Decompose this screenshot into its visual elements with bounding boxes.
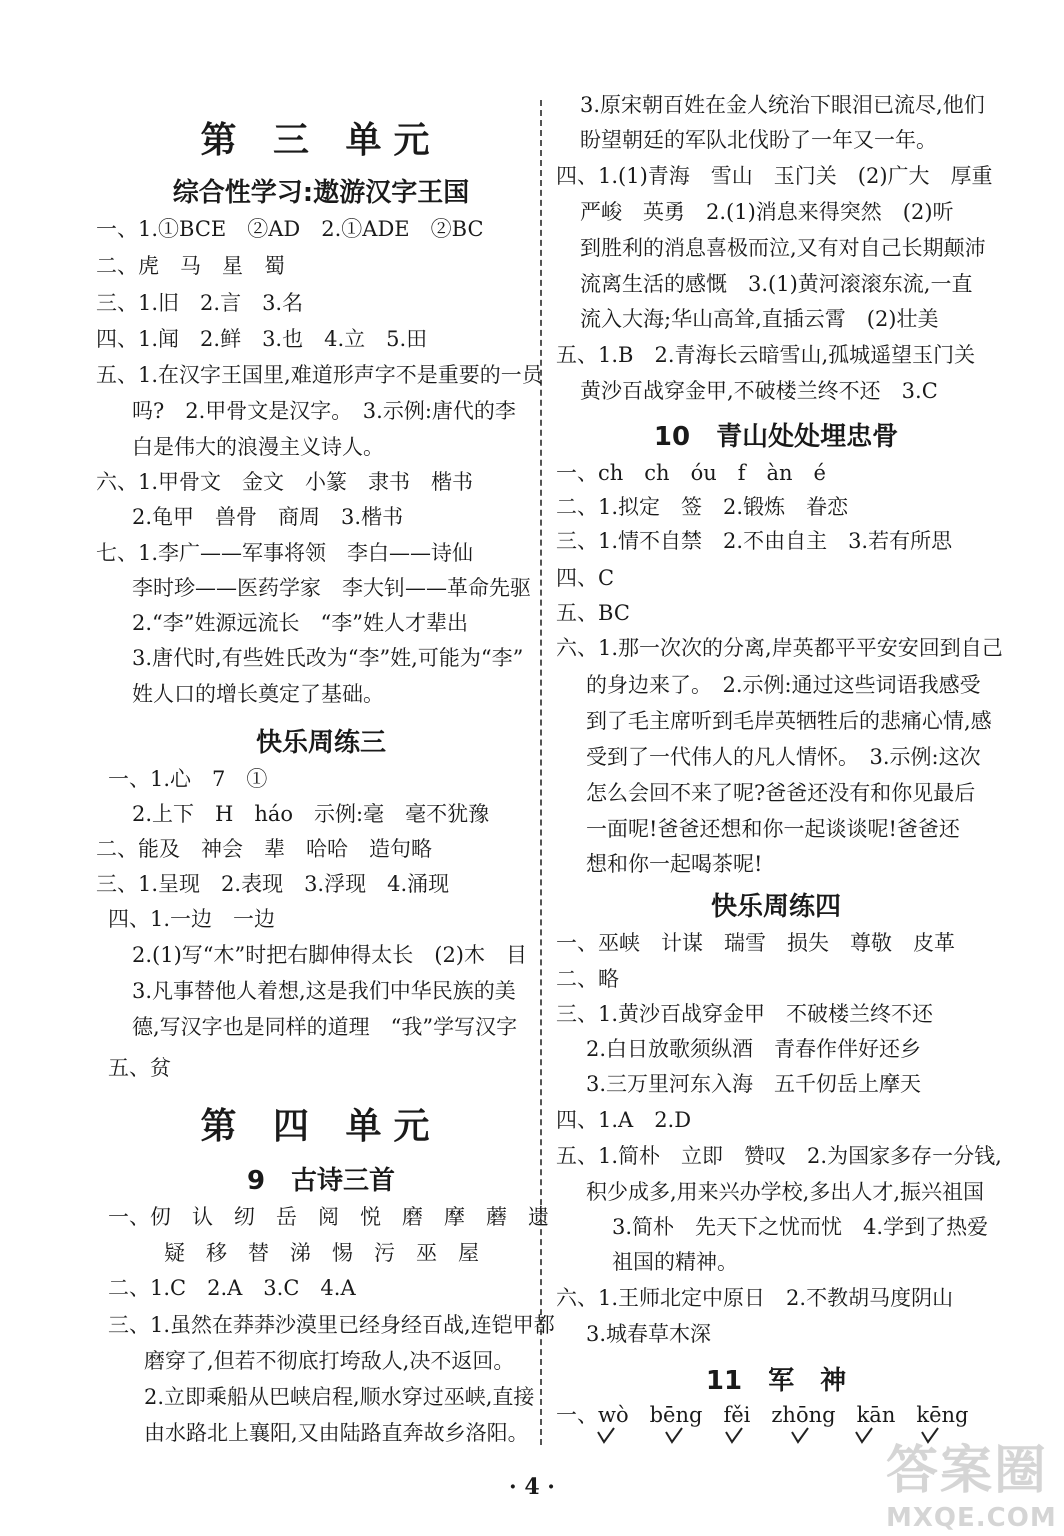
answer-line: 2.龟甲 兽骨 商周 3.楷书 (132, 505, 404, 529)
answer-line: 怎么会回不来了呢?爸爸还没有和你见最后 (586, 781, 976, 805)
answer-line: 五、BC (556, 601, 630, 625)
answer-line: 五、1.在汉字王国里,难道形声字不是重要的一员 (96, 363, 543, 387)
answer-line: 2.(1)写“木”时把右脚伸得太长 (2)木 目 (132, 943, 527, 967)
answer-line: 一、wò bēng fěi zhōng kān kēng (556, 1403, 969, 1427)
answer-line: 二、1.拟定 签 2.锻炼 眷恋 (556, 495, 849, 519)
answer-line: 一面呢!爸爸还想和你一起谈谈呢!爸爸还 (586, 817, 960, 841)
answer-line: 二、能及 神会 辈 哈哈 造句略 (96, 837, 432, 861)
answer-line: 2.“李”姓源远流长 “李”姓人才辈出 (132, 611, 468, 635)
answer-line: 七、1.李广——军事将领 李白——诗仙 (96, 541, 474, 565)
answer-line: 三、1.虽然在莽莽沙漠里已经身经百战,连铠甲都 (108, 1313, 555, 1337)
answer-line: 到了毛主席听到毛岸英牺牲后的悲痛心情,感 (586, 709, 992, 733)
answer-line: 严峻 英勇 2.(1)消息来得突然 (2)听 (580, 200, 954, 224)
answer-line: 流离生活的感慨 3.(1)黄河滚滚东流,一直 (580, 272, 973, 296)
answer-line: 一、ch ch óu f àn é (556, 461, 826, 485)
section-title-lesson-11: 11 军 神 (705, 1366, 847, 1396)
answer-line: 祖国的精神。 (612, 1250, 738, 1274)
answer-line: 2.上下 H háo 示例:毫 毫不犹豫 (132, 802, 490, 826)
section-title-lesson-10: 10 青山处处埋忠骨 (653, 422, 899, 452)
answer-line: 四、1.闻 2.鲜 3.也 4.立 5.田 (96, 327, 428, 351)
answer-line: 李时珍——医药学家 李大钊——革命先驱 (132, 576, 531, 600)
answer-line: 二、虎 马 星 蜀 (96, 254, 285, 278)
answer-line: 3.三万里河东入海 五千仞岳上摩天 (586, 1072, 922, 1096)
answer-line: 五、1.简朴 立即 赞叹 2.为国家多存一分钱, (556, 1144, 1002, 1168)
answer-line: 盼望朝廷的军队北伐盼了一年又一年。 (580, 128, 937, 152)
page-number: · 4 · (509, 1474, 555, 1500)
check-mark-icon (856, 1428, 872, 1442)
answer-line: 德,写汉字也是同样的道理 “我”学写汉字 (132, 1015, 518, 1039)
answer-line: 三、1.情不自禁 2.不由自主 3.若有所思 (556, 529, 953, 553)
answer-line: 一、巫峡 计谋 瑞雪 损失 尊敬 皮革 (556, 931, 955, 955)
answer-line: 3.城春草木深 (586, 1322, 712, 1346)
answer-line: 五、贫 (108, 1056, 171, 1080)
answer-line: 六、1.那一次次的分离,岸英都平平安安回到自己 (556, 636, 1003, 660)
answer-line: 2.立即乘船从巴峡启程,顺水穿过巫峡,直接 (144, 1385, 535, 1409)
answer-line: 四、1.A 2.D (556, 1108, 692, 1132)
answer-line: 三、1.旧 2.言 3.名 (96, 291, 304, 315)
watermark-top-text: 答案圈 (886, 1441, 1049, 1501)
unit4-title: 第 四 单元 (200, 1106, 442, 1147)
answer-line: 3.凡事替他人着想,这是我们中华民族的美 (132, 979, 516, 1003)
answer-line: 流入大海;华山高耸,直插云霄 (2)壮美 (580, 307, 939, 331)
answer-line: 一、1.①BCE ②AD 2.①ADE ②BC (96, 217, 484, 241)
check-mark-icon (666, 1428, 682, 1442)
watermark-bottom-text: MXQE.COM (886, 1503, 1057, 1533)
answer-line: 由水路北上襄阳,又由陆路直奔故乡洛阳。 (144, 1421, 529, 1445)
answer-line: 吗? 2.甲骨文是汉字。 3.示例:唐代的李 (132, 399, 516, 423)
answer-line: 白是伟大的浪漫主义诗人。 (132, 435, 384, 459)
answer-line: 积少成多,用来兴办学校,多出人才,振兴祖国 (586, 1180, 985, 1204)
answer-line: 二、1.C 2.A 3.C 4.A (108, 1276, 356, 1300)
answer-line: 到胜利的消息喜极而泣,又有对自己长期颠沛 (580, 236, 986, 260)
section-title-weekly-practice-4: 快乐周练四 (710, 892, 841, 922)
answer-line: 黄沙百战穿金甲,不破楼兰终不还 3.C (580, 379, 938, 403)
answer-line: 磨穿了,但若不彻底打垮敌人,决不返回。 (144, 1349, 515, 1373)
section-title-weekly-practice-3: 快乐周练三 (255, 728, 386, 758)
answer-line: 三、1.黄沙百战穿金甲 不破楼兰终不还 (556, 1002, 934, 1026)
answer-line: 四、C (556, 566, 615, 590)
watermark-logo (886, 1428, 1057, 1533)
answer-line: 五、1.B 2.青海长云暗雪山,孤城遥望玉门关 (556, 343, 976, 367)
answer-line: 2.白日放歌须纵酒 青春作伴好还乡 (586, 1037, 922, 1061)
section-title-comprehensive-study: 综合性学习:遨游汉字王国 (172, 178, 470, 208)
answer-line: 一、1.心 7 ① (108, 767, 268, 791)
answer-line: 三、1.呈现 2.表现 3.浮现 4.涌现 (96, 872, 450, 896)
answer-line: 想和你一起喝茶呢! (586, 852, 763, 876)
column-divider (540, 100, 542, 1445)
answer-line: 3.简朴 先天下之忧而忧 4.学到了热爱 (612, 1215, 989, 1239)
check-mark-icon (792, 1428, 808, 1442)
answer-line: 六、1.甲骨文 金文 小篆 隶书 楷书 (96, 470, 474, 494)
answer-line: 一、仞 认 纫 岳 阅 悦 磨 摩 蘑 遗 (108, 1205, 549, 1229)
answer-line: 受到了一代伟人的凡人情怀。 3.示例:这次 (586, 745, 981, 769)
answer-line: 的身边来了。 2.示例:通过这些词语我感受 (586, 673, 981, 697)
answer-line: 二、略 (556, 967, 619, 991)
answer-line: 四、1.(1)青海 雪山 玉门关 (2)广大 厚重 (556, 164, 993, 188)
answer-line: 四、1.一边 一边 (108, 907, 276, 931)
answer-line: 六、1.王师北定中原日 2.不教胡马度阴山 (556, 1286, 954, 1310)
unit3-title: 第 三 单元 (200, 120, 442, 161)
section-title-ancient-poems: 9 古诗三首 (246, 1166, 396, 1196)
check-mark-icon (726, 1428, 742, 1442)
check-mark-icon (598, 1428, 614, 1442)
answer-line: 3.原宋朝百姓在金人统治下眼泪已流尽,他们 (580, 93, 985, 117)
answer-line: 疑 移 替 涕 惕 污 巫 屋 (164, 1241, 479, 1265)
answer-line: 3.唐代时,有些姓氏改为“李”姓,可能为“李” (132, 646, 524, 670)
answer-line: 姓人口的增长奠定了基础。 (132, 682, 384, 706)
